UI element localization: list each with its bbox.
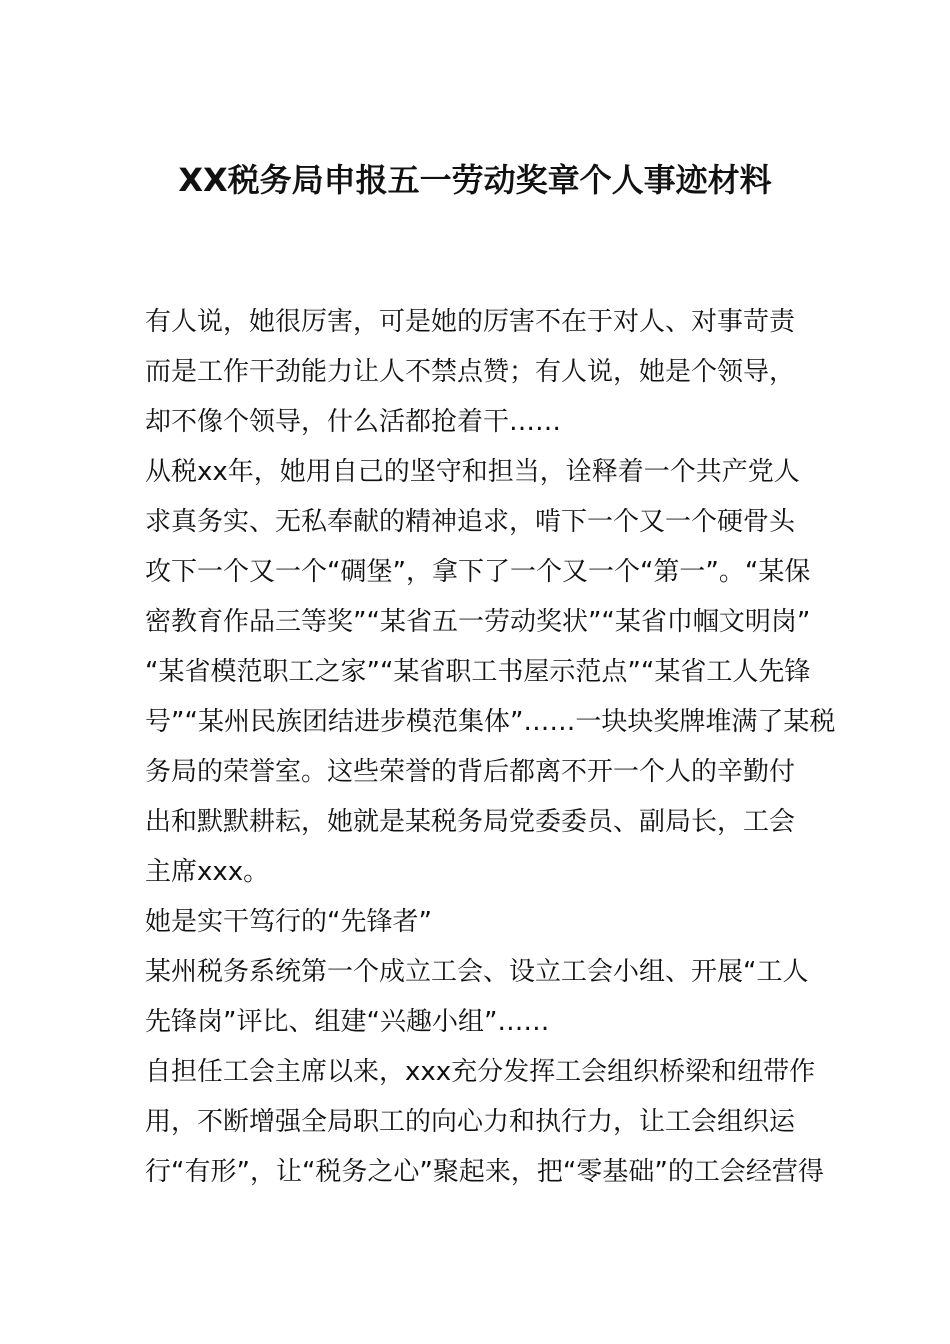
body-line: 某州税务系统第一个成立工会、设立工会小组、开展“工人: [145, 957, 809, 987]
body-line: 自担任工会主席以来，xxx充分发挥工会组织桥梁和纽带作: [145, 1057, 816, 1087]
body-line: “某省模范职工之家”“某省职工书屋示范点”“某省工人先锋: [145, 657, 811, 687]
body-line: 密教育作品三等奖”“某省五一劳动奖状”“某省巾帼文明岗”: [145, 607, 811, 637]
body-line: 行“有形”，让“税务之心”聚起来，把“零基础”的工会经营得: [145, 1157, 824, 1187]
document-body: [145, 297, 836, 1197]
body-line: 务局的荣誉室。这些荣誉的背后都离不开一个人的辛勤付: [145, 757, 796, 787]
body-line: 先锋岗”评比、组建“兴趣小组”……: [145, 1007, 550, 1037]
body-line: 却不像个领导，什么活都抢着干……: [145, 407, 562, 437]
document-title: XX税务局申报五一劳动奖章个人事迹材料: [178, 161, 772, 199]
body-line: 出和默默耕耘，她就是某税务局党委委员、副局长，工会: [145, 807, 796, 837]
body-line: 攻下一个又一个“碉堡”，拿下了一个又一个“第一”。“某保: [145, 557, 811, 587]
body-line: 号”“某州民族团结进步模范集体”……一块块奖牌堆满了某税: [145, 707, 836, 737]
body-line: 有人说，她很厉害，可是她的厉害不在于对人、对事苛责: [145, 307, 796, 337]
body-line: 求真务实、无私奉献的精神追求，啃下一个又一个硬骨头: [145, 507, 796, 537]
section-heading: 她是实干笃行的“先锋者”: [145, 907, 432, 937]
body-line: 而是工作干劲能力让人不禁点赞；有人说，她是个领导，: [145, 357, 796, 387]
body-line: 从税xx年，她用自己的坚守和担当，诠释着一个共产党人: [145, 457, 800, 487]
body-line: 用，不断增强全局职工的向心力和执行力，让工会组织运: [145, 1107, 796, 1137]
body-line: 主席xxx。: [145, 857, 270, 887]
